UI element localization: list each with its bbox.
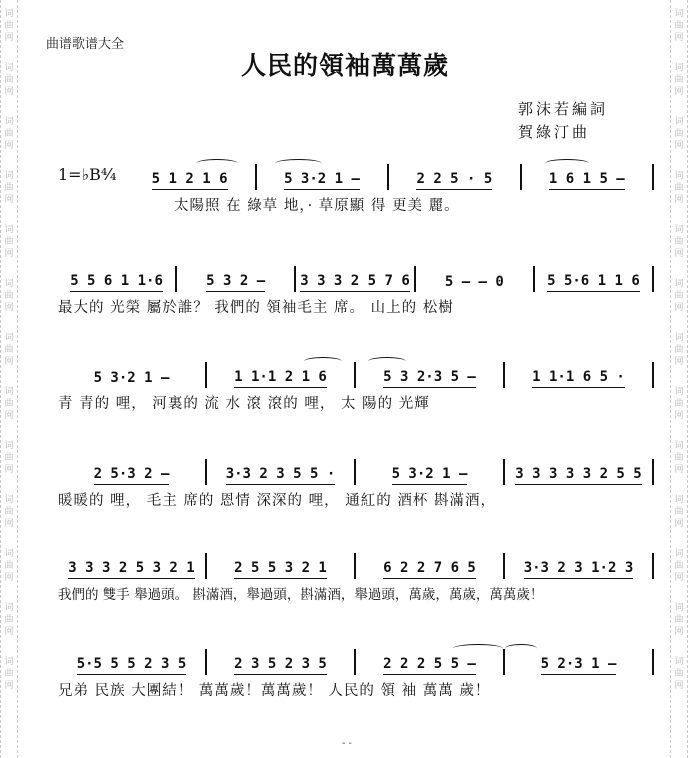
watermark-block: 词 曲 网	[4, 603, 14, 637]
lyric-row	[58, 392, 654, 412]
score-line	[58, 160, 654, 216]
slur-mark	[368, 357, 406, 366]
score-line	[58, 262, 654, 318]
watermark-block: 词 曲 网	[4, 225, 14, 259]
watermark-block: 词 曲 网	[674, 117, 684, 151]
measure-notes: 6 2 2 7 6 5	[383, 559, 476, 579]
measure	[356, 649, 503, 675]
measure	[505, 553, 652, 579]
watermark-block: 词 曲 网	[674, 441, 684, 475]
measure-notes: 2 2 5 · 5	[416, 170, 492, 190]
watermark-block: 词 曲 网	[674, 63, 684, 97]
barline	[652, 553, 654, 579]
lyric-row	[58, 583, 654, 603]
measure	[356, 553, 503, 579]
watermark-block: 词 曲 网	[4, 441, 14, 475]
slur-mark	[505, 644, 537, 653]
measure-notes: 5 5 6 1 1·6	[70, 272, 163, 292]
measure-notes: 3·3 2 3 1·2 3	[524, 559, 634, 579]
barline	[652, 362, 654, 388]
measure	[535, 266, 652, 292]
lyricist-credit: 郭沫若編詞	[518, 100, 609, 118]
measure-notes: 1 6 1 5 —	[549, 170, 625, 190]
measure-notes: 2 2 2 5 5 —	[383, 655, 476, 675]
watermark-block: 词 曲 网	[674, 225, 684, 259]
slur-mark	[196, 159, 238, 168]
left-watermark-strip	[0, 0, 18, 758]
watermark-block: 词 曲 网	[674, 549, 684, 583]
slur-mark	[545, 159, 589, 168]
key-signature: 1=♭B⁴⁄₄	[58, 165, 117, 184]
measure-notes: 1 1·1 6 5 ·	[532, 368, 625, 388]
measure	[58, 362, 205, 388]
measure	[389, 164, 519, 190]
measure	[356, 362, 503, 388]
watermark-block: 词 曲 网	[4, 9, 14, 43]
measure-notes: 3 3 3 2 5 3 2 1	[68, 559, 194, 579]
measure-notes: 5 3 2 —	[206, 272, 265, 292]
measure-notes: 5 3·2 1 —	[93, 370, 170, 386]
measure-notes: 5·5 5 5 2 3 5	[77, 655, 187, 675]
watermark-block: 词 曲 网	[674, 171, 684, 205]
slur-mark	[453, 644, 503, 653]
lyric-text: 最大的 光榮 屬於誰？ 我們的 領袖毛主 席。 山上的 松樹	[58, 299, 454, 316]
measure-notes: 5 3·2 1 —	[392, 465, 468, 485]
note-row	[58, 549, 654, 579]
measure	[207, 553, 354, 579]
measure-notes: 3 3 3 2 5 7 6	[300, 272, 410, 292]
watermark-block: 词 曲 网	[4, 279, 14, 313]
watermark-block: 词 曲 网	[4, 171, 14, 205]
measure-notes: 5 3 2·3 5 —	[383, 368, 476, 388]
measure-notes: 2 5 5 3 2 1	[234, 559, 327, 579]
right-watermark-strip	[670, 0, 688, 758]
watermark-block: 词 曲 网	[4, 387, 14, 421]
measure	[58, 553, 205, 579]
page-marker: - -	[342, 738, 352, 749]
measure-notes: 2 5·3 2 —	[94, 465, 170, 485]
note-row	[58, 358, 654, 388]
watermark-block: 词 曲 网	[4, 333, 14, 367]
measure	[177, 266, 294, 292]
slur-mark	[304, 357, 342, 366]
measure	[207, 459, 354, 485]
watermark-block: 词 曲 网	[674, 9, 684, 43]
measure	[356, 459, 503, 485]
song-title: 人民的領袖萬萬歲	[240, 51, 449, 80]
measure-notes: 3 3 3 3 3 2 5 5	[515, 465, 641, 485]
note-row	[58, 160, 654, 190]
measure-notes: 1 1·1 2 1 6	[234, 368, 327, 388]
score-line	[58, 358, 654, 414]
measure	[58, 266, 175, 292]
measure	[124, 164, 254, 190]
score-line	[58, 455, 654, 511]
watermark-block: 词 曲 网	[674, 387, 684, 421]
watermark-block: 词 曲 网	[4, 117, 14, 151]
measure	[505, 362, 652, 388]
measure-notes: 5 5·6 1 1 6	[547, 272, 640, 292]
measure	[505, 649, 652, 675]
barline	[652, 649, 654, 675]
watermark-block: 词 曲 网	[4, 657, 14, 691]
note-row	[58, 455, 654, 485]
watermark-block: 词 曲 网	[4, 63, 14, 97]
slur-mark	[275, 159, 322, 168]
score-line	[58, 549, 654, 605]
lyric-row	[58, 194, 654, 214]
watermark-block: 词 曲 网	[674, 495, 684, 529]
measure-notes: 5 1 2 1 6	[152, 170, 228, 190]
lyric-text: 我們的 雙手 舉過頭。 斟滿酒，舉過頭，斟滿酒，舉過頭，萬歲，萬歲，萬萬歲！	[58, 587, 544, 603]
measure-notes: 5 2·3 1 —	[541, 655, 617, 675]
measure	[257, 164, 387, 190]
measure	[505, 459, 652, 485]
measure	[522, 164, 652, 190]
watermark-block: 词 曲 网	[674, 603, 684, 637]
lyric-row	[58, 296, 654, 316]
lyric-text: 太陽照 在 綠草 地，· 草原顯 得 更美 麗。	[174, 197, 460, 214]
measure	[207, 362, 354, 388]
barline	[652, 459, 654, 485]
lyric-row	[58, 489, 654, 509]
lyric-text: 兄弟 民族 大團結！ 萬萬歲！萬萬歲！ 人民的 領 袖 萬萬 歲！	[58, 682, 491, 699]
measure	[58, 459, 205, 485]
note-row	[58, 262, 654, 292]
measure	[416, 266, 533, 292]
measure-notes: 5 — — 0	[444, 274, 504, 290]
measure-notes: 3·3 2 3 5 5 ·	[226, 465, 336, 485]
barline	[652, 164, 654, 190]
lyric-row	[58, 679, 654, 699]
watermark-block: 词 曲 网	[674, 657, 684, 691]
note-row	[58, 645, 654, 675]
watermark-block: 词 曲 网	[674, 333, 684, 367]
watermark-block: 词 曲 网	[4, 495, 14, 529]
barline	[652, 266, 654, 292]
lyric-text: 青 青的 哩， 河裏的 流 水 滾 滾的 哩， 太 陽的 光輝	[58, 395, 430, 412]
measure-notes: 2 3 5 2 3 5	[234, 655, 327, 675]
watermark-block: 词 曲 网	[674, 279, 684, 313]
lyric-text: 暖暖的 哩， 毛主 席的 恩情 深深的 哩， 通紅的 酒杯 斟滿酒，	[58, 492, 496, 509]
score-line	[58, 645, 654, 701]
watermark-block: 词 曲 网	[4, 549, 14, 583]
site-name: 曲谱歌谱大全	[46, 37, 125, 52]
measure	[296, 266, 414, 292]
measure	[207, 649, 354, 675]
composer-credit: 賀綠汀曲	[518, 123, 591, 141]
measure	[58, 649, 205, 675]
measure-notes: 5 3·2 1 —	[284, 170, 360, 190]
